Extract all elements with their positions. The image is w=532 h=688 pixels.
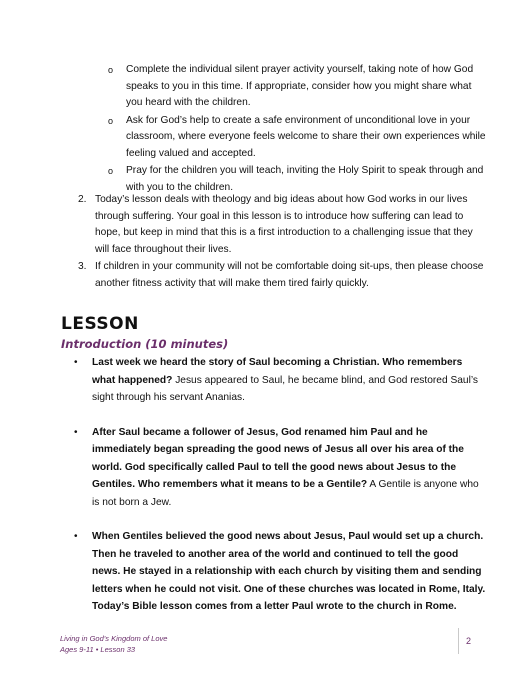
numbered-item [78, 192, 488, 258]
bullet-normal-text: Jesus appeared to Saul, he became blind, and God restored Saul’s sight through his servant Ananias. [92, 374, 479, 403]
numbered-item-text: Today’s lesson deals with theology and big ideas about how God works in our lives through suffering. Your goal in this lesson is to introduce how suffering can lead to hope, but keep in mind that this is a first introduction to a challenging issue that they will face throughout their lives. [95, 194, 473, 255]
bullet-bold-text: After Saul became a follower of Jesus, God renamed him Paul and he immediately began spreading the good news of Jesus all over his area of the world. God specifically called Paul to tell the good news about Jesus to the Gentiles. Who remembers what it means to be a Gentile? [92, 426, 464, 490]
bullet-icon: • [74, 357, 78, 368]
hollow-bullet-icon: o [108, 115, 114, 126]
numbered-list [78, 192, 488, 293]
bullet-item [74, 354, 488, 407]
footer-lesson-info: Ages 9-11 • Lesson 33 [60, 645, 136, 654]
bullet-icon: • [74, 531, 78, 542]
bullet-icon: • [74, 426, 78, 438]
hollow-bullet-icon: o [108, 65, 114, 75]
bullet-bold-text: When Gentiles believed the good news about Jesus, Paul would set up a church. Then he traveled to another area of the world and continued to tell the good news. He stayed in a relationship with each church by visiting them and sending letters when he could not visit. One of these churches was located in Rome, Italy. Today’s Bible lesson comes from a letter Paul wrote to the church in Rome. [92, 531, 486, 612]
numbered-item [78, 259, 488, 292]
list-number: 2. [78, 194, 87, 205]
sub-list-text: Complete the individual silent prayer activity yourself, taking note of how God speaks to you in this time. If appropriate, consider how you might share what you heard with the children. [126, 64, 474, 108]
introduction-subheading: Introduction (10 minutes) [61, 337, 229, 351]
list-number: 3. [78, 261, 87, 272]
sub-list-item [108, 62, 488, 112]
footer-series-title: Living in God’s Kingdom of Love [60, 634, 168, 643]
sub-list-text: Ask for God’s help to create a safe environment of unconditional love in your classroom, where everyone feels welcome to share their own experiences while feeling valued and accepted. [126, 114, 486, 159]
sub-list-item [108, 113, 488, 163]
introduction-bullet-list [74, 354, 488, 633]
hollow-bullet-icon: o [108, 166, 114, 176]
numbered-item-text: If children in your community will not be comfortable doing sit-ups, then please choose another fitness activity that will make them tired fairly quickly. [95, 261, 484, 289]
lesson-heading: LESSON [61, 314, 139, 334]
prayer-sub-list [108, 62, 488, 197]
footer-title [60, 633, 167, 655]
page-number: 2 [466, 636, 472, 646]
bullet-bold-text: Last week we heard the story of Saul becoming a Christian. Who remembers what happened? [92, 357, 463, 386]
bullet-normal-text: A Gentile is anyone who is not born a Jew. [92, 479, 479, 508]
sub-list-text: Pray for the children you will teach, inviting the Holy Spirit to speak through and with you to the children. [126, 165, 484, 193]
bullet-item [74, 424, 488, 512]
bullet-item [74, 528, 488, 616]
footer-divider [458, 628, 459, 654]
